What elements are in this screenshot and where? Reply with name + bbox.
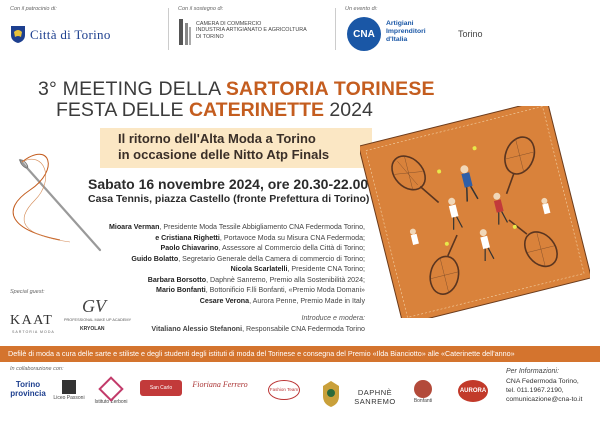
gv-logo: GV bbox=[82, 296, 106, 316]
speaker-row: Cesare Verona, Aurora Penne, Premio Made in Italy bbox=[199, 296, 365, 305]
patronage-label: Con il patrocinio di: bbox=[10, 6, 57, 12]
cna-tagline: Artigiani Imprenditori d'Italia bbox=[386, 20, 426, 43]
zerboni-icon bbox=[98, 376, 123, 401]
collaborator-logo: San Carlo bbox=[140, 380, 182, 396]
collaborator-logo: AURORA bbox=[454, 380, 492, 402]
collaborator-logo: Bonfanti bbox=[408, 380, 438, 404]
city-name: Città di Torino bbox=[30, 27, 111, 42]
divider bbox=[335, 8, 336, 50]
speaker-row: Barbara Borsotto, Daphnè Sanremo, Premio alla Sostenibilità 2024; bbox=[147, 275, 365, 284]
camera-commercio-text: CAMERA DI COMMERCIO INDUSTRIA ARTIGIANATO E AGRICOLTURA DI TORINO bbox=[196, 21, 307, 40]
main-title-line-2: FESTA DELLE CATERINETTE 2024 bbox=[56, 99, 373, 121]
crest-icon bbox=[321, 380, 341, 408]
torino-crest-icon bbox=[10, 24, 26, 44]
divider bbox=[168, 8, 169, 50]
moderator: Introduce e modera: Vitaliano Alessio Stefanoni, Responsabile CNA Federmoda Torino bbox=[151, 314, 365, 333]
collaborator-logo: Torino provincia bbox=[10, 380, 46, 398]
cna-city: Torino bbox=[458, 29, 483, 39]
main-title-line-1: 3° MEETING DELLA SARTORIA TORINESE bbox=[38, 78, 435, 100]
bonfanti-icon bbox=[414, 380, 432, 398]
special-guest-label: Special guest: bbox=[10, 289, 45, 295]
contact-info: CNA Federmoda Torino, tel. 011.1967.2190, comunicazione@cna-to.it bbox=[506, 378, 583, 403]
speaker-row: Guido Bolatto, Segretario Generale della Camera di commercio di Torino; bbox=[131, 254, 365, 263]
kaat-logo: KAAT bbox=[10, 313, 54, 328]
camera-commercio-logo-icon bbox=[178, 19, 192, 45]
speaker-list bbox=[109, 222, 365, 306]
program-description: Defilè di moda a cura delle sarte e stiliste e degli studenti degli istituti di moda del Torinese e consegna del Premio «Ilda Bianciotto» alle «Caterinette dell'anno» bbox=[8, 349, 515, 358]
collaborator-logo: Istituto Zerboni bbox=[94, 380, 128, 405]
event-by-label: Un evento di: bbox=[345, 6, 378, 12]
tennis-scarf-illustration bbox=[360, 106, 590, 318]
subtitle: Il ritorno dell'Alta Moda a Torino in occasione delle Nitto Atp Finals bbox=[118, 131, 330, 162]
collaborator-logo: Fioriana Ferrero bbox=[192, 380, 248, 389]
event-venue: Casa Tennis, piazza Castello (fronte Prefettura di Torino) bbox=[88, 193, 370, 205]
kryolan-logo: KRYOLAN bbox=[80, 326, 105, 332]
kaat-subtitle: SARTORIA MODA bbox=[12, 330, 55, 334]
info-label: Per Informazioni: bbox=[506, 368, 559, 375]
collaborator-logo: DAPHNÈ SANREMO bbox=[354, 388, 396, 406]
speaker-row: Mario Bonfanti, Bottonificio F.lli Bonfanti, «Premio Moda Domani» bbox=[156, 286, 365, 294]
sponsor-header bbox=[0, 0, 600, 62]
email-link[interactable]: comunicazione@cna-to.it bbox=[506, 396, 583, 403]
cna-logo: CNA bbox=[347, 17, 381, 51]
collaborator-logo: Liceo Passoni bbox=[52, 380, 86, 401]
event-date: Sabato 16 novembre 2024, ore 20.30-22.00 bbox=[88, 176, 369, 192]
liceo-icon bbox=[62, 380, 76, 394]
speaker-row: Paolo Chiavarino, Assessore al Commercio della Città di Torino; bbox=[160, 244, 365, 252]
speaker-row: e Cristiana Righetti, Portavoce Moda su Misura CNA Federmoda; bbox=[155, 233, 365, 242]
speaker-row: Nicola Scarlatelli, Presidente CNA Torino; bbox=[230, 265, 365, 273]
collaborator-logo: Fashion Team bbox=[262, 380, 306, 400]
gv-subtitle: PROFESSIONAL MAKE UP ACADEMY bbox=[64, 318, 132, 322]
support-label: Con il sostegno di: bbox=[178, 6, 224, 12]
collaborator-logo bbox=[318, 380, 344, 410]
speaker-row: Mioara Verman, Presidente Moda Tessile Abbigliamento CNA Federmoda Torino, bbox=[108, 223, 365, 231]
collaborators-label: In collaborazione con: bbox=[10, 366, 64, 372]
